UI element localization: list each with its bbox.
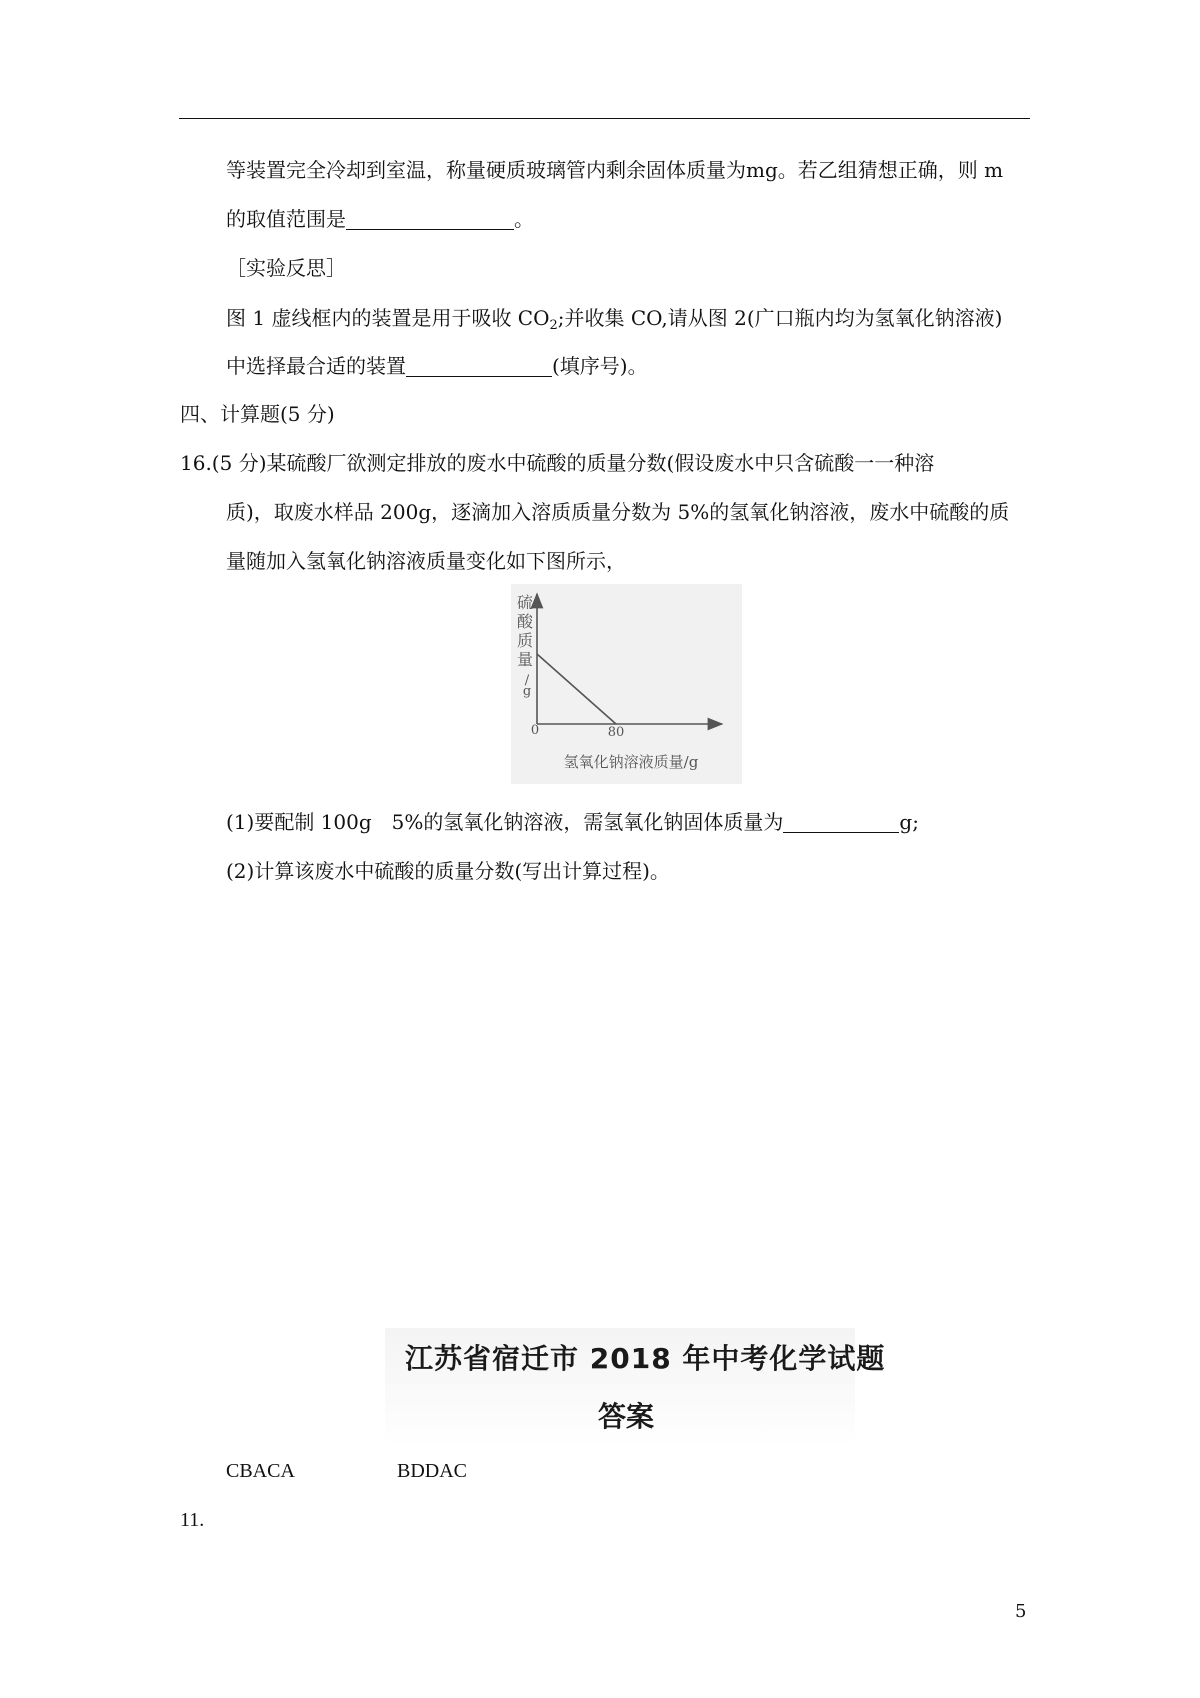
- q16-line-3: 量随加入氢氧化钠溶液质量变化如下图所示，: [226, 549, 626, 573]
- answer-group-1: CBACA: [226, 1460, 295, 1482]
- y-axis-label-char: 酸: [516, 612, 534, 631]
- chart-canvas: [511, 584, 742, 784]
- page-number: 5: [1015, 1601, 1027, 1622]
- q16-sub-1-unit: g;: [899, 810, 919, 834]
- origin-tick-label: 0: [530, 723, 540, 738]
- q16-line-2: 质)，取废水样品 200g，逐滴加入溶质质量分数为 5%的氢氧化钠溶液，废水中硫酸的质: [226, 500, 1010, 524]
- q16-line-1: 16.(5 分)某硫酸厂欲测定排放的废水中硫酸的质量分数(假设废水中只含硫酸一一种溶: [180, 451, 935, 475]
- sulfuric-acid-mass-line: [537, 654, 616, 724]
- header-rule: [179, 118, 1030, 119]
- q16-sub-1: [226, 808, 919, 836]
- q16-sub-1-text: (1)要配制 100g 5%的氢氧化钠溶液，需氢氧化钠固体质量为: [226, 810, 784, 834]
- answer-subtitle: 答案: [598, 1400, 655, 1433]
- co2-subscript: 2: [549, 318, 558, 333]
- q15-line-4-text: 中选择最合适的装置: [226, 354, 406, 378]
- x-axis-label: 氢氧化钠溶液质量/g: [563, 753, 699, 771]
- q15-line-3: [226, 304, 1002, 340]
- answer-blank-m-range[interactable]: [346, 207, 514, 230]
- q15-line-2-end: 。: [514, 207, 534, 231]
- q15-line-2-text: 的取值范围是: [226, 207, 346, 231]
- y-axis-label-char: /: [524, 673, 530, 688]
- q15-line-1: 等装置完全冷却到室温，称量硬质玻璃管内剩余固体质量为mg。若乙组猜想正确，则 m: [226, 158, 1004, 182]
- sulfuric-acid-chart: [511, 584, 742, 784]
- q15-line-4: [226, 352, 648, 380]
- y-axis-label: [517, 593, 534, 699]
- answer-group-2: BDDAC: [397, 1460, 468, 1482]
- q15-line-4-end: (填序号)。: [552, 354, 648, 378]
- q15-line-3-text: 图 1 虚线框内的装置是用于吸收 CO: [226, 306, 550, 330]
- x-tick-label: 80: [607, 725, 625, 740]
- y-axis-label-char: g: [522, 684, 532, 699]
- q16-sub-2: (2)计算该废水中硫酸的质量分数(写出计算过程)。: [226, 859, 670, 883]
- y-axis-label-char: 量: [516, 650, 534, 669]
- q15-line-2: [226, 205, 534, 233]
- reflection-heading: ［实验反思］: [226, 256, 346, 280]
- q15-line-3-rest: ;并收集 CO,请从图 2(广口瓶内均为氢氧化钠溶液): [557, 306, 1003, 330]
- answer-section-header: [385, 1328, 886, 1446]
- y-axis-label-char: 硫: [516, 593, 534, 612]
- answer-title: 江苏省宿迁市 2018 年中考化学试题: [405, 1342, 886, 1375]
- y-axis-label-char: 质: [516, 631, 534, 650]
- answer-blank-device[interactable]: [406, 354, 552, 377]
- answer-item-11: 11.: [180, 1509, 205, 1531]
- answer-blank-naoh-mass[interactable]: [783, 810, 899, 833]
- section-heading: 四、计算题(5 分): [180, 402, 335, 426]
